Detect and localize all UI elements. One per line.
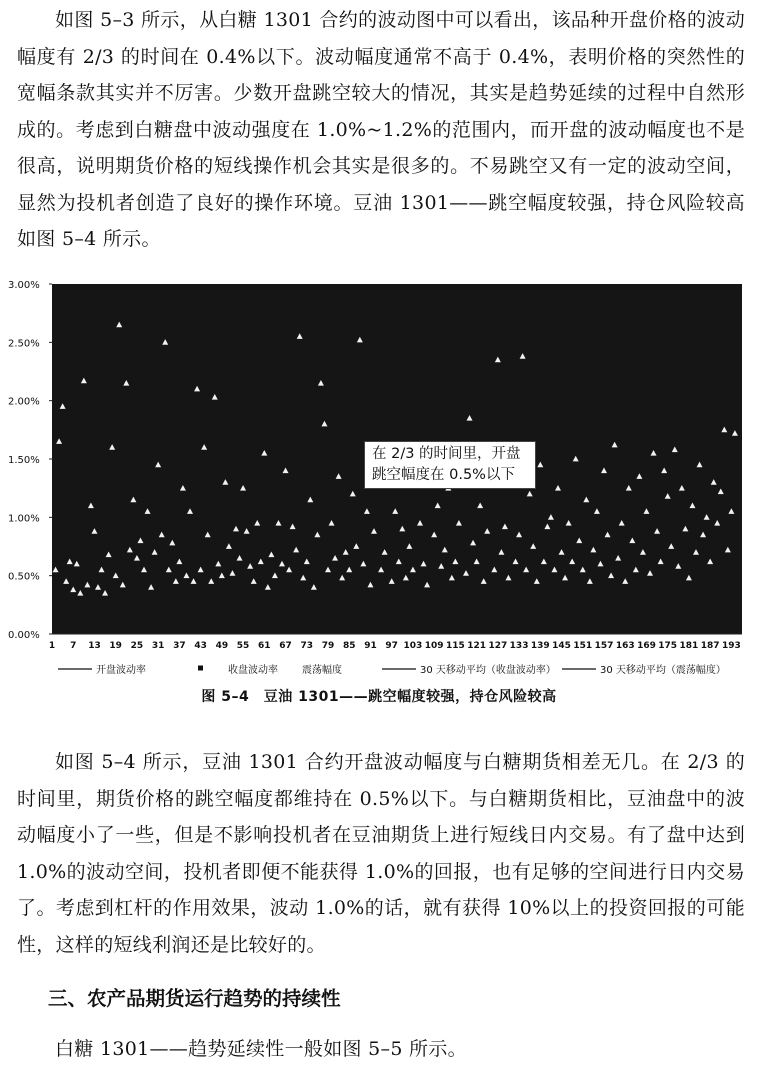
y-tick-label: 2.50% (8, 338, 40, 350)
intro-paragraph: 如图 5–3 所示，从白糖 1301 合约的波动图中可以看出，该品种开盘价格的波动幅度有 2/3 的时间在 0.4%以下。波动幅度通常不高于 0.4%，表明价格的突然性的宽幅条款其实并不厉害。少数开盘跳空较大的情况，其实是趋势延续的过程中自然形成的。考虑到白糖盘中波动强度在 1.0%~1.2%的范围内，而开盘的波动幅度也不是很高，说明期货价格的短线操作机会其实是很多的。不易跳空又有一定的波动空间，显然为投机者创造了良好的操作环境。豆油 1301——跳空幅度较强，持仓风险较高如图 5–4 所示。 (17, 9, 745, 250)
x-tick-label: 127 (488, 641, 508, 651)
next-figure-intro: 白糖 1301——趋势延续性一般如图 5–5 所示。 (55, 1038, 467, 1060)
annotation-line-2: 跳空幅度在 0.5%以下 (372, 467, 515, 483)
x-tick-label: 115 (445, 641, 465, 651)
x-tick-label: 109 (424, 641, 444, 651)
x-tick-label: 79 (321, 641, 335, 651)
chart-legend (58, 663, 726, 676)
section-heading: 三、农产品期货运行趋势的持续性 (48, 987, 341, 1010)
x-tick-label: 31 (151, 641, 165, 651)
x-tick-label: 103 (403, 641, 423, 651)
x-tick-label: 49 (215, 641, 229, 651)
y-tick-label: 1.00% (8, 513, 40, 525)
x-tick-label: 175 (658, 641, 678, 651)
chart-annotation-box (364, 441, 536, 489)
x-tick-label: 169 (637, 641, 656, 651)
x-tick-label: 187 (700, 641, 720, 651)
figure-5-4 (0, 270, 758, 710)
x-tick-label: 91 (364, 641, 377, 651)
x-tick-label: 55 (236, 641, 250, 651)
legend-label: 震荡幅度 (302, 665, 342, 676)
x-tick-label: 145 (552, 641, 571, 651)
legend-label: 30 天移动平均（收盘波动率） (420, 665, 556, 676)
y-tick-label: 3.00% (8, 280, 40, 291)
x-tick-label: 43 (194, 641, 207, 651)
y-tick-label: 0.00% (8, 630, 40, 641)
y-tick-label: 1.50% (8, 455, 40, 466)
x-tick-label: 193 (721, 641, 741, 651)
x-tick-label: 61 (258, 641, 271, 651)
x-tick-label: 157 (594, 641, 614, 651)
x-tick-label: 1 (48, 641, 56, 651)
x-tick-label: 163 (615, 641, 635, 651)
legend-label: 30 天移动平均（震荡幅度） (600, 665, 726, 676)
x-tick-label: 25 (130, 641, 144, 651)
x-axis (49, 634, 742, 651)
x-tick-label: 97 (385, 641, 398, 651)
x-tick-label: 85 (342, 641, 356, 651)
legend-label: 开盘波动率 (96, 665, 146, 676)
legend-marker (198, 666, 203, 671)
x-tick-label: 181 (679, 641, 699, 651)
y-tick-label: 2.00% (8, 396, 40, 408)
annotation-line-1: 在 2/3 的时间里，开盘 (372, 446, 521, 462)
x-tick-label: 67 (279, 641, 292, 651)
x-tick-label: 139 (530, 641, 550, 651)
x-tick-label: 37 (173, 641, 186, 651)
x-tick-label: 7 (70, 641, 77, 651)
x-tick-label: 73 (300, 641, 314, 651)
x-tick-label: 19 (109, 641, 122, 651)
x-tick-label: 133 (509, 641, 529, 651)
x-tick-label: 13 (88, 641, 101, 651)
legend-label: 收盘波动率 (228, 665, 278, 676)
x-tick-label: 151 (573, 641, 593, 651)
y-tick-label: 0.50% (8, 571, 40, 583)
y-axis (8, 280, 52, 641)
analysis-paragraph: 如图 5–4 所示，豆油 1301 合约开盘波动幅度与白糖期货相差无几。在 2/3 的时间里，期货价格的跳空幅度都维持在 0.5%以下。与白糖期货相比，豆油盘中的波动幅度小了一些，但是不影响投机者在豆油期货上进行短线日内交易。有了盘中达到 1.0%的波动空间，投机者即便不能获得 1.0%的回报，也有足够的空间进行日内交易了。考虑到杠杆的作用效果，波动 1.0%的话，就有获得 10%以上的投资回报的可能性，这样的短线利润还是比较好的。 (17, 751, 745, 956)
volatility-chart (0, 270, 758, 710)
x-tick-label: 121 (467, 641, 487, 651)
figure-caption: 图 5–4 豆油 1301——跳空幅度较强，持仓风险较高 (201, 689, 557, 705)
